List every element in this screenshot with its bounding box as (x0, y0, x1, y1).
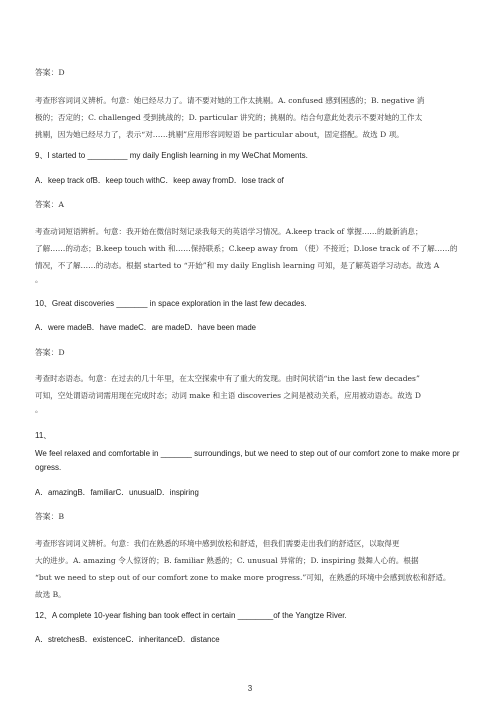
options-12: A．stretchesB．existenceC．inheritanceD．distance (35, 635, 220, 644)
explanation-line: 可知，空处谓语动词需用现在完成时态；动词 make 和主语 discoveries 之间是被动关系，应用被动语态。故选 D (35, 391, 421, 400)
options-10: A．were madeB．have madeC．are madeD．have been made (35, 323, 257, 332)
explanation-line: 故选 B。 (35, 590, 66, 599)
question-11-continued: ogress. (35, 463, 62, 472)
explanation-line: 极的；否定的；C. challenged 受到挑战的；D. particular 讲究的；挑剔的。结合句意此处表示不要对她的工作太 (35, 113, 423, 122)
question-11-number: 11、 (35, 431, 52, 440)
explanation-line: 大的进步。A. amazing 令人惊讶的；B. familiar 熟悉的；C. unusual 异常的；D. inspiring 鼓舞人心的。根据 (35, 556, 419, 565)
options-11: A．amazingB．familiarC．unusualD．inspiring (35, 488, 199, 497)
question-11: We feel relaxed and comfortable in _______ surroundings, but we need to step out of our comfort zone to make more pr (35, 449, 460, 458)
explanation-line: 考查形容词词义辨析。句意：她已经尽力了。请不要对她的工作太挑剔。A. confused 感到困惑的；B. negative 消 (35, 96, 425, 105)
explanation-line: 。 (35, 405, 43, 414)
question-9: 9、I started to _________ my daily English learning in my WeChat Moments. (35, 151, 308, 160)
page-number: 3 (247, 684, 253, 693)
options-9: A．keep track ofB．keep touch withC．keep away fromD．lose track of (35, 176, 284, 185)
answer-line: 答案：D (35, 68, 65, 77)
explanation-line: 挑剔，因为她已经尽力了，表示“对……挑剔”应用形容词短语 be particular about，固定搭配。故选 D 项。 (35, 130, 404, 139)
explanation-line: 了解……的动态；B.keep touch with 和……保持联系；C.keep away from （使）不接近；D.lose track of 不了解……的 (35, 244, 458, 253)
explanation-line: 情况，不了解……的动态。根据 started to “开始”和 my daily English learning 可知，是了解英语学习动态。故选 A (35, 261, 440, 270)
explanation-line: 考查形容词词义辨析。句意：我们在熟悉的环境中感到放松和舒适，但我们需要走出我们的舒适区，以取得更 (35, 539, 400, 548)
answer-line: 答案：D (35, 348, 65, 357)
explanation-line: “but we need to step out of our comfort zone to make more progress.”可知，在熟悉的环境中会感到放松和舒适。 (35, 573, 451, 582)
explanation-line: 考查动词短语辨析。句意：我开始在微信时刻记录我每天的英语学习情况。A.keep track of 掌握……的最新消息； (35, 227, 423, 236)
explanation-line: 。 (35, 275, 43, 284)
answer-line: 答案：B (35, 512, 65, 521)
question-12: 12、A complete 10-year fishing ban took effect in certain ________of the Yangtze River. (35, 611, 347, 620)
answer-line: 答案：A (35, 200, 65, 209)
question-10: 10、Great discoveries _______ in space exploration in the last few decades. (35, 299, 307, 308)
explanation-line: 考查时态语态。句意：在过去的几十年里，在太空探索中有了重大的发现。由时间状语“in the last few decades” (35, 374, 420, 383)
